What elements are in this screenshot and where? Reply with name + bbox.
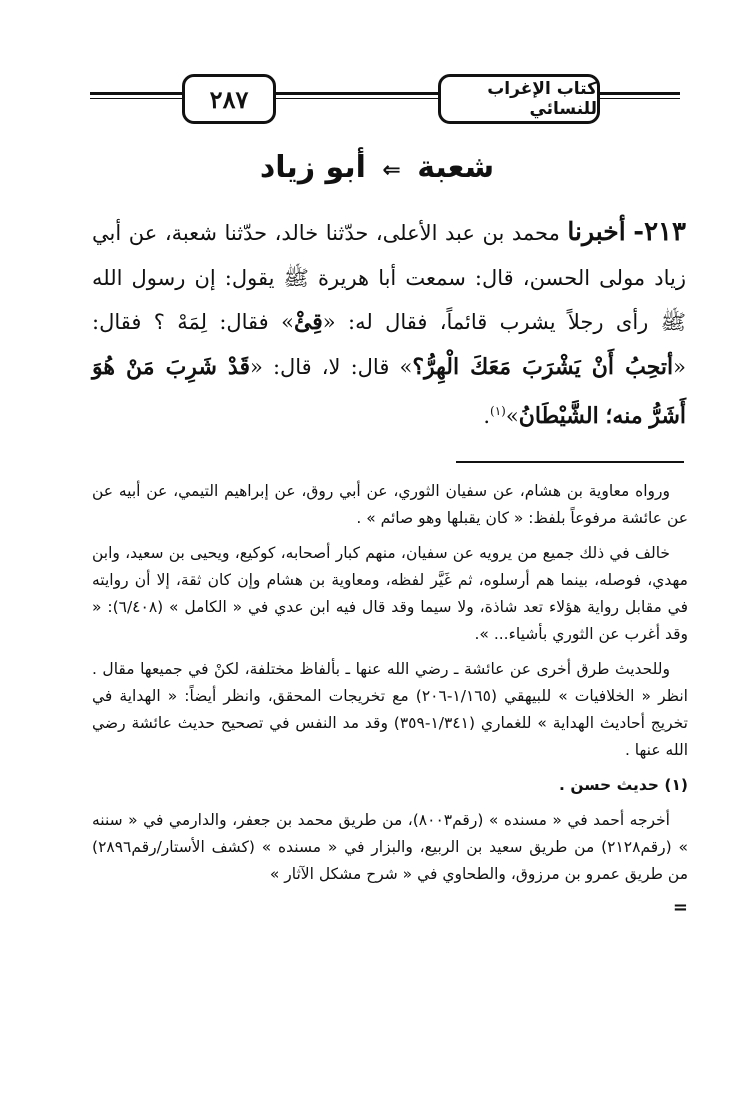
hadith-number: ٢١٣- (633, 217, 686, 247)
speech-cat: أتحِبُ أَنْ يَشْرَبَ مَعَكَ الْهِرُّ؟ (412, 353, 674, 380)
note-paragraph-2: خالف في ذلك جميع من يرويه عن سفيان، منهم كبار أصحابه، كوكيع، ويحيى بن سعيد، وابن مهدي، فوصله، بينما هم أرسلوه، ثم غَيَّر لفظه، ومعاوية بن هشام وإن كان ثقة، إلا أن روايته في مقابل رواية هؤلاء تعد شاذة، ولا سيما وقد قال فيه ابن عدي في « الكامل » (٦/٤٠٨): « وقد أغرب عن الثوري بأشياء... ». (92, 544, 688, 643)
reply-1: فقال: لِمَهْ ؟ فقال: (92, 310, 269, 334)
chapter-to: أبو زياد (259, 150, 366, 185)
note-paragraph-4: أخرجه أحمد في « مسنده » (رقم٨٠٠٣)، من طريق محمد بن جعفر، والدارمي في « سننه » (رقم٢١٢٨) من طريق سعيد بن الربيع، والبزار في « مسنده » (كشف الأستار/رقم٢٨٩٦) من طريق عمرو بن مرزوق، والطحاوي في « شرح مشكل الآثار » (92, 811, 688, 883)
quote-close-1: » (281, 310, 294, 334)
footnote-separator (456, 461, 684, 463)
chapter-heading (0, 150, 754, 185)
speech-satan-1: قَدْ شَرِبَ مَنْ هُوَ أَشَرُّ (92, 353, 686, 429)
hadith-end: . (483, 404, 491, 428)
continuation-mark: = (672, 897, 688, 918)
speech-satan-2: الشَّيْطَانُ (518, 403, 599, 429)
quote-close-2: » (399, 354, 413, 379)
book-title: كتاب الإغراب للنسائي (438, 74, 600, 124)
arrow-icon: ⇐ (382, 158, 401, 183)
page-header (90, 70, 680, 126)
quote-open-2: « (673, 354, 686, 379)
hadith-text (92, 210, 686, 439)
note-paragraph-3: وللحديث طرق أخرى عن عائشة ـ رضي الله عنها ـ بألفاظ مختلفة، لكنْ في جميعها مقال . انظر « الخلافيات » للبيهقي (١/١٦٥-٢٠٦) مع تخريجات المحقق، وانظر أيضاً: « الهداية في تخريج أحاديث الهداية » للغماري (١/٣٤١-٣٥٩) وقد مد النفس في تصحيح حديث عائشة رضي الله عنها . (92, 660, 688, 759)
quote-close-3: » (505, 404, 519, 428)
footnote-mark: (١) (490, 404, 506, 418)
speech-qi: قِئْ (293, 309, 323, 335)
chapter-from: شعبة (417, 150, 495, 185)
page-number: ٢٨٧ (182, 74, 276, 124)
hadith-ikhbar: أخبرنا (567, 217, 626, 246)
reply-2: قال: لا، قال: (272, 354, 390, 379)
speech-mid: منه؛ (605, 403, 643, 429)
note-paragraph-1: ورواه معاوية بن هشام، عن سفيان الثوري، عن أبي روق، عن إبراهيم التيمي، عن أبيه عن عن عائشة مرفوعاً بلفظ: « كان يقبلها وهو صائم » . (92, 482, 688, 527)
hadith-chain: محمد بن عبد الأعلى، حدّثنا خالد، حدّثنا شعبة، عن أبي زياد مولى الحسن، قال: سمعت أبا هريرة ﷺ يقول: إن رسول الله ﷺ رأى رجلاً يشرب قائماً، فقال له: (92, 221, 686, 334)
footnotes (92, 478, 688, 929)
quote-open-1: « (322, 310, 336, 334)
quote-open-3: « (250, 354, 263, 379)
footnote-1-heading: (١) حديث حسن . (559, 776, 688, 794)
